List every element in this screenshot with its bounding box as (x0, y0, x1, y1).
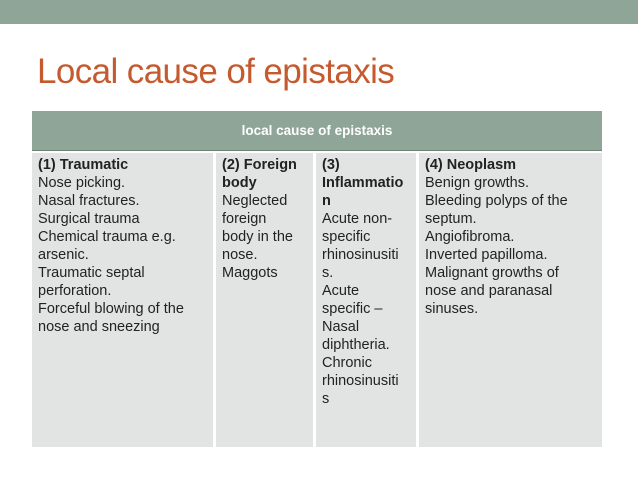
column-heading: Inflammatio (322, 175, 404, 191)
cell-line: rhinosinusiti (322, 373, 399, 389)
cell-line: foreign (222, 211, 267, 227)
cell-line: Bleeding polyps of the (425, 193, 568, 209)
cell-line: Forceful blowing of the (38, 301, 184, 317)
table-body (32, 153, 602, 447)
cell-line: Nasal fractures. (38, 193, 140, 209)
column-inflammation (316, 153, 416, 447)
cell-line: perforation. (38, 283, 112, 299)
column-traumatic (32, 153, 213, 447)
column-foreign-body (216, 153, 313, 447)
cell-line: septum. (425, 211, 477, 227)
slide-title: Local cause of epistaxis (37, 52, 395, 91)
top-accent-band (0, 0, 638, 24)
cell-line: body in the (222, 229, 293, 245)
cell-line: Chronic (322, 355, 372, 371)
column-heading: (3) (322, 157, 340, 173)
cell-line: specific – (322, 301, 383, 317)
cell-line: Traumatic septal (38, 265, 145, 281)
cell-line: Nose picking. (38, 175, 126, 191)
column-heading: (2) Foreign (222, 157, 297, 173)
column-heading: (1) Traumatic (38, 157, 129, 173)
cell-line: Benign growths. (425, 175, 529, 191)
cell-line: Acute (322, 283, 360, 299)
causes-table (32, 111, 602, 447)
cell-line: Acute non- (322, 211, 393, 227)
cell-line: rhinosinusiti (322, 247, 399, 263)
table-header-label: local cause of epistaxis (241, 123, 393, 138)
cell-line: diphtheria. (322, 337, 390, 353)
column-heading: n (322, 193, 331, 209)
cell-line: Malignant growths of (425, 265, 559, 281)
cell-line: Neglected (222, 193, 288, 209)
cell-line: Inverted papilloma. (425, 247, 548, 263)
cell-line: s (322, 391, 330, 407)
table-header (32, 111, 602, 151)
cell-line: nose. (222, 247, 258, 263)
cell-line: nose and sneezing (38, 319, 160, 335)
column-neoplasm (419, 153, 602, 447)
cell-line: arsenic. (38, 247, 89, 263)
cell-line: Surgical trauma (38, 211, 140, 227)
column-heading: body (222, 175, 257, 191)
cell-line: sinuses. (425, 301, 479, 317)
cell-line: nose and paranasal (425, 283, 553, 299)
cell-line: specific (322, 229, 371, 245)
column-heading: (4) Neoplasm (425, 157, 517, 173)
cell-line: Chemical trauma e.g. (38, 229, 176, 245)
cell-line: Angiofibroma. (425, 229, 515, 245)
cell-line: s. (322, 265, 334, 281)
cell-line: Maggots (222, 265, 278, 281)
cell-line: Nasal (322, 319, 360, 335)
